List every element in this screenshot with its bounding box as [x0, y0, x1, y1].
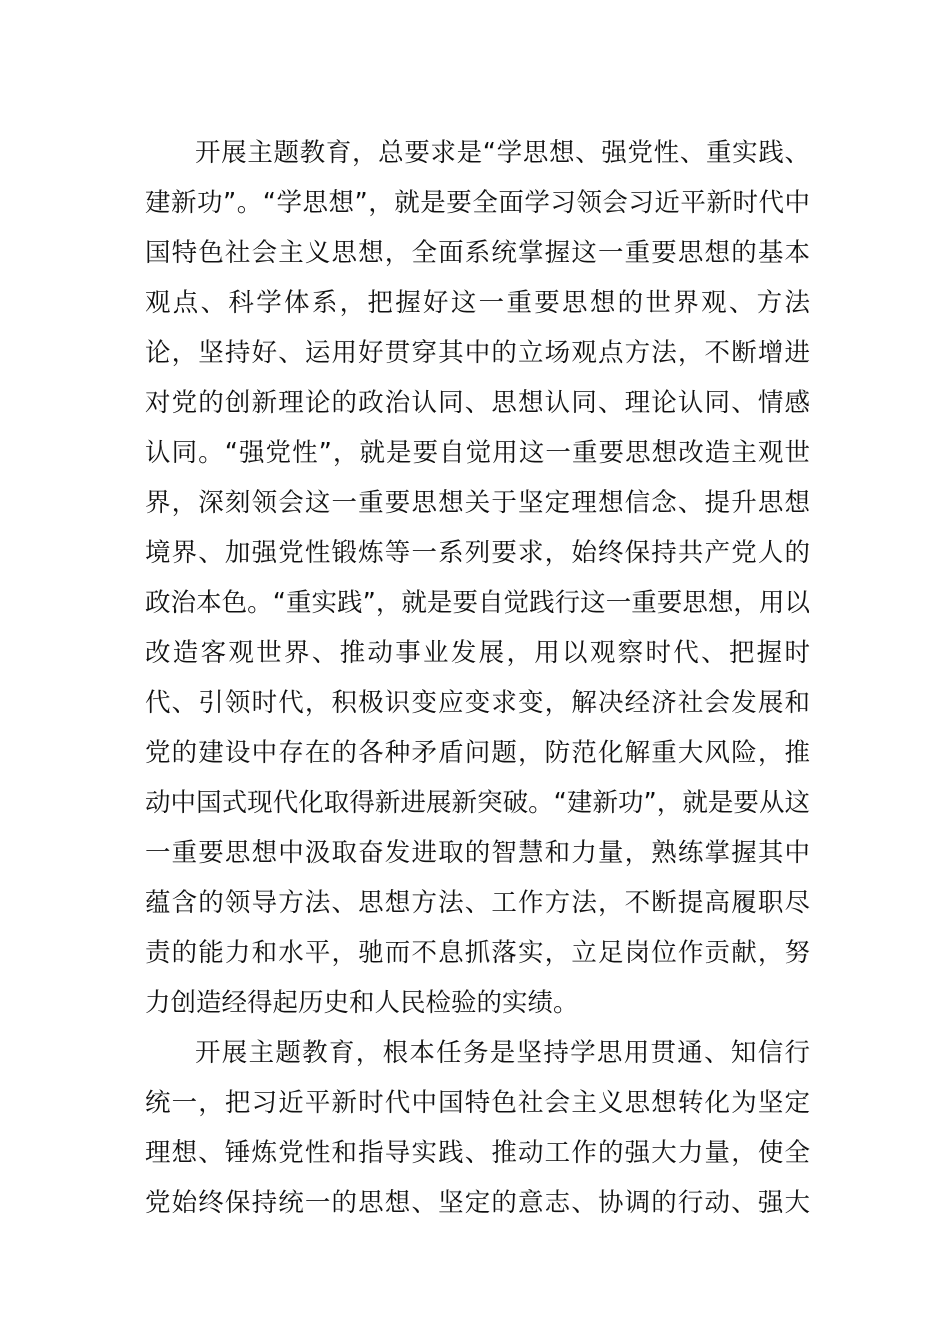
text-line: 开展主题教育，总要求是“学思想、强党性、重实践、	[195, 138, 810, 168]
text-line: 国特色社会主义思想，全面系统掌握这一重要思想的基本	[145, 238, 810, 268]
text-line: 代、引领时代，积极识变应变求变，解决经济社会发展和	[145, 688, 810, 718]
text-line: 党始终保持统一的思想、坚定的意志、协调的行动、强大	[145, 1188, 810, 1218]
paragraph-general-requirement	[145, 128, 810, 1028]
text-line: 统一，把习近平新时代中国特色社会主义思想转化为坚定	[145, 1088, 810, 1118]
text-line: 认同。“强党性”，就是要自觉用这一重要思想改造主观世	[145, 438, 810, 468]
text-line: 论，坚持好、运用好贯穿其中的立场观点方法，不断增进	[145, 338, 810, 368]
text-line: 界，深刻领会这一重要思想关于坚定理想信念、提升思想	[145, 488, 810, 518]
text-line: 蕴含的领导方法、思想方法、工作方法，不断提高履职尽	[145, 888, 810, 918]
text-line: 改造客观世界、推动事业发展，用以观察时代、把握时	[145, 638, 810, 668]
text-line: 动中国式现代化取得新进展新突破。“建新功”，就是要从这	[145, 788, 810, 818]
text-line: 理想、锤炼党性和指导实践、推动工作的强大力量，使全	[145, 1138, 810, 1168]
body-text	[145, 128, 810, 1228]
text-line: 境界、加强党性锻炼等一系列要求，始终保持共产党人的	[145, 538, 810, 568]
text-line: 责的能力和水平，驰而不息抓落实，立足岗位作贡献，努	[145, 938, 810, 968]
text-line: 观点、科学体系，把握好这一重要思想的世界观、方法	[145, 288, 810, 318]
text-line: 一重要思想中汲取奋发进取的智慧和力量，熟练掌握其中	[145, 838, 810, 868]
text-line: 建新功”。“学思想”，就是要全面学习领会习近平新时代中	[145, 188, 810, 218]
text-line: 对党的创新理论的政治认同、思想认同、理论认同、情感	[145, 388, 810, 418]
paragraph-fundamental-task	[145, 1028, 810, 1228]
text-line: 政治本色。“重实践”，就是要自觉践行这一重要思想，用以	[145, 588, 810, 618]
text-line: 力创造经得起历史和人民检验的实绩。	[145, 988, 579, 1018]
text-line: 党的建设中存在的各种矛盾问题，防范化解重大风险，推	[145, 738, 810, 768]
text-line: 开展主题教育，根本任务是坚持学思用贯通、知信行	[195, 1038, 810, 1068]
